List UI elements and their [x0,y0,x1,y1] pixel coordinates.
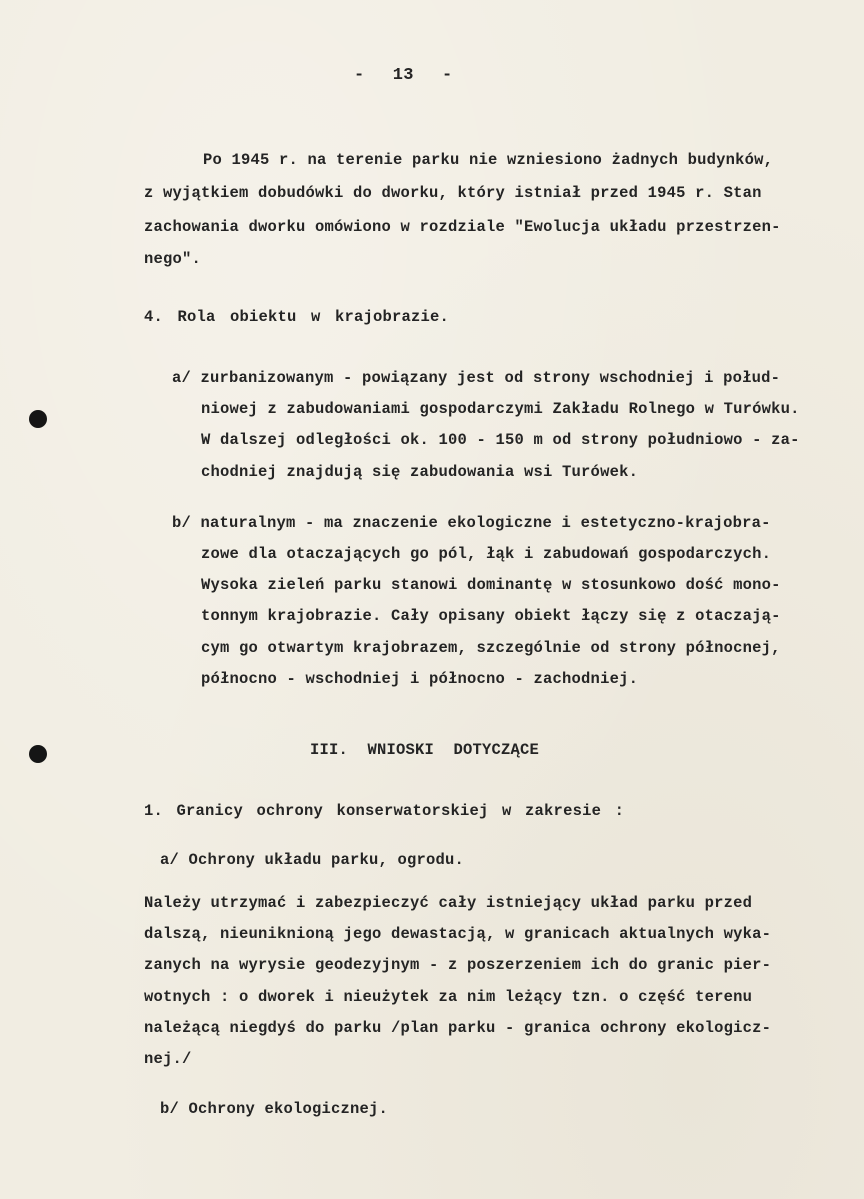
punch-hole-lower [29,745,47,763]
point-b-line-5: cym go otwartym krajobrazem, szczególnie od strony północnej, [201,639,781,657]
page-number: - 13 - [354,66,453,85]
paragraph-line-3: zanych na wyrysie geodezyjnym - z poszerzeniem ich do granic pier- [144,956,772,974]
point-b-line-2: zowe dla otaczających go pól, łąk i zabudowań gospodarczych. [201,545,772,563]
paragraph-line-1: Należy utrzymać i zabezpieczyć cały istniejący układ parku przed [144,894,753,912]
point-a-line-3: W dalszej odległości ok. 100 - 150 m od strony południowo - za- [201,431,800,449]
paragraph-line-6: nej./ [144,1050,192,1068]
subpoint-a-label: a/ Ochrony układu parku, ogrodu. [160,851,465,869]
paragraph-line-2: dalszą, nieuniknioną jego dewastacją, w granicach aktualnych wyka- [144,925,772,943]
point-a-line-2: niowej z zabudowaniami gospodarczymi Zakładu Rolnego w Turówku. [201,400,800,418]
section-1-heading: 1. Granicy ochrony konserwatorskiej w zakresie : [144,802,625,820]
intro-line-1: Po 1945 r. na terenie parku nie wzniesiono żadnych budynków, [203,151,774,169]
punch-hole-upper [29,410,47,428]
chapter-3-heading: III. WNIOSKI DOTYCZĄCE [310,741,540,759]
point-a-line-4: chodniej znajdują się zabudowania wsi Turówek. [201,463,639,481]
point-a-line-1: a/ zurbanizowanym - powiązany jest od strony wschodniej i połud- [172,369,781,387]
paragraph-line-4: wotnych : o dworek i nieużytek za nim leżący tzn. o część terenu [144,988,753,1006]
point-b-line-3: Wysoka zieleń parku stanowi dominantę w stosunkowo dość mono- [201,576,781,594]
paragraph-line-5: należącą niegdyś do parku /plan parku - granica ochrony ekologicz- [144,1019,772,1037]
section-4-heading: 4. Rola obiektu w krajobrazie. [144,308,450,326]
point-b-line-1: b/ naturalnym - ma znaczenie ekologiczne i estetyczno-krajobra- [172,514,771,532]
point-b-line-6: północno - wschodniej i północno - zachodniej. [201,670,639,688]
subpoint-b-label: b/ Ochrony ekologicznej. [160,1100,389,1118]
point-b-line-4: tonnym krajobrazie. Cały opisany obiekt łączy się z otaczają- [201,607,781,625]
intro-line-3: zachowania dworku omówiono w rozdziale "Ewolucja układu przestrzen- [144,218,781,236]
intro-line-4: nego". [144,250,202,268]
intro-line-2: z wyjątkiem dobudówki do dworku, który istniał przed 1945 r. Stan [144,184,762,202]
